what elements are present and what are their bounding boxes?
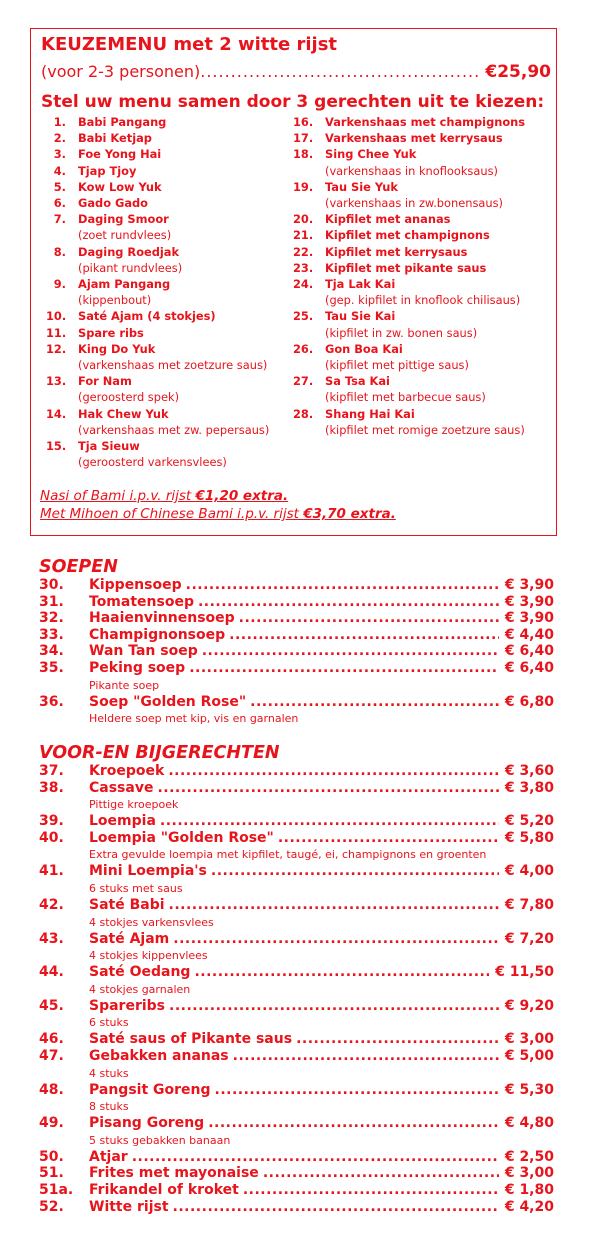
extra-mihoen-price: €3,70 extra. bbox=[303, 506, 396, 522]
dot-leader bbox=[208, 1115, 499, 1132]
item-name: Kipfilet met kerrysaus bbox=[325, 244, 468, 259]
item-name: Tomatensoep bbox=[89, 593, 194, 610]
item-name: Saté Oedang bbox=[89, 964, 191, 981]
item-number: 42. bbox=[39, 896, 64, 913]
dot-leader bbox=[189, 660, 499, 677]
menu-item-row bbox=[39, 1115, 554, 1132]
item-number: 52. bbox=[39, 1198, 64, 1215]
menu-item-row bbox=[39, 998, 554, 1015]
menu-choice-item bbox=[46, 244, 301, 276]
menu-choice-item bbox=[46, 211, 301, 243]
item-price: € 4,40 bbox=[504, 626, 554, 643]
item-number: 47. bbox=[39, 1047, 64, 1064]
item-price: € 6,40 bbox=[504, 659, 554, 676]
item-number: 51. bbox=[39, 1165, 64, 1182]
dot-leader bbox=[278, 830, 499, 847]
item-number: 38. bbox=[39, 779, 64, 796]
voor-list bbox=[39, 763, 554, 1215]
menu-item-row bbox=[39, 763, 554, 780]
dot-leader bbox=[250, 694, 499, 711]
dot-leader bbox=[233, 1048, 499, 1065]
dot-leader bbox=[263, 1165, 499, 1182]
menu-choice-item bbox=[293, 114, 558, 130]
voor-title: VOOR-EN BIJGERECHTEN bbox=[39, 743, 280, 763]
item-description: (gep. kipfilet in knoflook chilisaus) bbox=[325, 293, 521, 308]
menu-item-row bbox=[39, 830, 554, 847]
item-number: 43. bbox=[39, 930, 64, 947]
item-price: € 6,40 bbox=[504, 643, 554, 660]
item-name: Tja Lak Kai bbox=[325, 277, 396, 292]
menu-choice-row bbox=[293, 308, 558, 324]
item-price: € 2,50 bbox=[504, 1148, 554, 1165]
menu-choice-row bbox=[293, 341, 558, 357]
menu-item-row bbox=[39, 897, 554, 914]
menu-choice-row bbox=[46, 341, 301, 357]
item-description: (geroosterd varkensvlees) bbox=[78, 455, 227, 470]
item-name: Tjap Tjoy bbox=[78, 163, 137, 178]
item-name: For Nam bbox=[78, 374, 132, 389]
item-price: € 4,80 bbox=[504, 1115, 554, 1132]
dot-leader bbox=[194, 964, 489, 981]
menu-item-row bbox=[39, 627, 554, 644]
item-description: (varkenshaas in zw.bonensaus) bbox=[325, 196, 503, 211]
dot-leader bbox=[215, 1082, 499, 1099]
item-description: (varkenshaas in knoflooksaus) bbox=[325, 163, 498, 178]
menu-choice-row bbox=[46, 438, 301, 454]
menu-choice-row bbox=[293, 373, 558, 389]
item-name: Wan Tan soep bbox=[89, 643, 198, 660]
extra-nasi-bami bbox=[40, 488, 288, 504]
keuzemenu-right-column bbox=[293, 114, 558, 438]
item-price: € 7,80 bbox=[504, 896, 554, 913]
menu-item-row bbox=[39, 813, 554, 830]
item-price: € 3,90 bbox=[504, 593, 554, 610]
keuzemenu-heading: Stel uw menu samen door 3 gerechten uit te kiezen: bbox=[41, 92, 545, 112]
item-number: 15. bbox=[46, 439, 67, 454]
item-name: Daging Smoor bbox=[78, 212, 169, 227]
item-name: Champignonsoep bbox=[89, 626, 226, 643]
menu-choice-item bbox=[46, 146, 301, 162]
dot-leader bbox=[157, 780, 498, 797]
item-number: 8. bbox=[53, 244, 66, 259]
item-name: Saté Babi bbox=[89, 896, 165, 913]
item-number: 19. bbox=[293, 179, 314, 194]
item-name: Babi Ketjap bbox=[78, 131, 152, 146]
menu-choice-row bbox=[293, 146, 558, 162]
item-name: Sing Chee Yuk bbox=[325, 147, 417, 162]
item-number: 6. bbox=[53, 196, 66, 211]
item-description: Pikante soep bbox=[89, 678, 160, 692]
menu-choice-row bbox=[46, 163, 301, 179]
item-price: € 3,80 bbox=[504, 779, 554, 796]
item-number: 18. bbox=[293, 147, 314, 162]
dot-leader bbox=[173, 1199, 499, 1216]
menu-choice-item bbox=[46, 276, 301, 308]
extra-mihoen-text: Met Mihoen of Chinese Bami i.p.v. rijst bbox=[40, 506, 304, 522]
menu-item-row bbox=[39, 694, 554, 711]
item-description: (kipfilet in zw. bonen saus) bbox=[325, 325, 478, 340]
item-price: € 11,50 bbox=[495, 964, 554, 981]
item-description: (kipfilet met pittige saus) bbox=[325, 358, 469, 373]
item-number: 21. bbox=[293, 228, 314, 243]
item-number: 27. bbox=[293, 374, 314, 389]
keuzemenu-left-column bbox=[46, 114, 301, 470]
dot-leader bbox=[160, 813, 499, 830]
menu-item-row bbox=[39, 964, 554, 981]
item-number: 2. bbox=[53, 131, 66, 146]
menu-choice-row bbox=[293, 406, 558, 422]
menu-choice-row bbox=[46, 276, 301, 292]
menu-choice-item bbox=[46, 325, 301, 341]
dot-leader bbox=[202, 643, 499, 660]
item-price: € 5,00 bbox=[504, 1047, 554, 1064]
item-description: (varkenshaas met zoetzure saus) bbox=[78, 358, 268, 373]
item-description: 4 stokjes kippenvlees bbox=[89, 949, 208, 963]
item-name: Babi Pangang bbox=[78, 115, 167, 129]
dot-leader bbox=[186, 577, 499, 594]
menu-choice-item bbox=[46, 406, 301, 438]
item-price: € 7,20 bbox=[504, 930, 554, 947]
menu-choice-item bbox=[293, 308, 558, 340]
item-name: Tau Sie Yuk bbox=[325, 179, 398, 194]
item-name: Kipfilet met ananas bbox=[325, 212, 451, 227]
item-number: 7. bbox=[53, 212, 66, 227]
dot-leader bbox=[169, 897, 499, 914]
item-price: € 3,00 bbox=[504, 1031, 554, 1048]
item-price: € 3,90 bbox=[504, 610, 554, 627]
item-description: Heldere soep met kip, vis en garnalen bbox=[89, 712, 299, 726]
menu-choice-row bbox=[46, 308, 301, 324]
menu-item-row bbox=[39, 1165, 554, 1182]
menu-choice-row bbox=[46, 195, 301, 211]
menu-choice-row bbox=[46, 211, 301, 227]
menu-item-row bbox=[39, 660, 554, 677]
item-number: 36. bbox=[39, 693, 64, 710]
menu-choice-item bbox=[46, 341, 301, 373]
item-name: Saté Ajam bbox=[89, 930, 170, 947]
item-name: Saté saus of Pikante saus bbox=[89, 1031, 293, 1048]
item-description: (kipfilet met romige zoetzure saus) bbox=[325, 422, 525, 437]
item-name: Varkenshaas met champignons bbox=[325, 115, 526, 129]
item-name: Loempia "Golden Rose" bbox=[89, 829, 274, 846]
menu-choice-item bbox=[293, 373, 558, 405]
item-number: 34. bbox=[39, 643, 64, 660]
dot-leader bbox=[243, 1182, 499, 1199]
item-number: 40. bbox=[39, 829, 64, 846]
item-price: € 4,00 bbox=[504, 863, 554, 880]
extra-mihoen bbox=[40, 506, 396, 522]
extra-nasi-text: Nasi of Bami i.p.v. rijst bbox=[40, 488, 196, 504]
item-number: 31. bbox=[39, 593, 64, 610]
menu-choice-item bbox=[293, 276, 558, 308]
item-name: Foe Yong Hai bbox=[78, 147, 162, 162]
item-description: (zoet rundvlees) bbox=[78, 228, 172, 243]
menu-choice-item bbox=[293, 146, 558, 178]
item-name: Peking soep bbox=[89, 659, 186, 676]
dot-leader bbox=[168, 763, 499, 780]
item-number: 50. bbox=[39, 1148, 64, 1165]
menu-choice-row bbox=[293, 114, 558, 130]
item-name: King Do Yuk bbox=[78, 341, 156, 356]
menu-choice-row bbox=[46, 179, 301, 195]
menu-item-row bbox=[39, 643, 554, 660]
menu-choice-row bbox=[293, 276, 558, 292]
menu-item-row bbox=[39, 577, 554, 594]
item-description: 4 stuks bbox=[89, 1066, 129, 1080]
menu-choice-row bbox=[46, 373, 301, 389]
item-number: 26. bbox=[293, 341, 314, 356]
item-name: Shang Hai Kai bbox=[325, 406, 415, 421]
menu-item-row bbox=[39, 1082, 554, 1099]
dot-leader bbox=[229, 627, 499, 644]
item-number: 30. bbox=[39, 577, 64, 593]
menu-item-row bbox=[39, 1031, 554, 1048]
item-price: € 5,30 bbox=[504, 1081, 554, 1098]
item-name: Hak Chew Yuk bbox=[78, 406, 169, 421]
menu-choice-row bbox=[293, 211, 558, 227]
menu-choice-row bbox=[46, 114, 301, 130]
item-description: Extra gevulde loempia met kipfilet, taugé, ei, champignons en groenten bbox=[89, 848, 487, 862]
item-number: 45. bbox=[39, 997, 64, 1014]
menu-choice-row bbox=[46, 325, 301, 341]
item-name: Witte rijst bbox=[89, 1198, 169, 1215]
menu-choice-item bbox=[46, 163, 301, 179]
item-price: € 3,60 bbox=[504, 763, 554, 779]
soepen-list bbox=[39, 577, 554, 727]
menu-choice-item bbox=[46, 179, 301, 195]
soepen-section bbox=[39, 557, 554, 727]
menu-choice-row bbox=[46, 406, 301, 422]
menu-item-row bbox=[39, 610, 554, 627]
menu-item-row bbox=[39, 1048, 554, 1065]
item-name: Kow Low Yuk bbox=[78, 179, 162, 194]
item-number: 5. bbox=[53, 179, 66, 194]
item-description: 8 stuks bbox=[89, 1100, 129, 1114]
item-number: 11. bbox=[46, 325, 67, 340]
item-description: Pittige kroepoek bbox=[89, 798, 179, 812]
menu-item-row bbox=[39, 1149, 554, 1166]
item-description: (kipfilet met barbecue saus) bbox=[325, 390, 486, 405]
item-description: (kippenbout) bbox=[78, 293, 152, 308]
item-description: 4 stokjes garnalen bbox=[89, 982, 191, 996]
item-description: (varkenshaas met zw. pepersaus) bbox=[78, 422, 270, 437]
item-number: 1. bbox=[53, 115, 66, 129]
menu-choice-item bbox=[293, 260, 558, 276]
menu-choice-item bbox=[293, 211, 558, 227]
dot-leader bbox=[296, 1031, 499, 1048]
keuzemenu-subtitle: (voor 2-3 personen) bbox=[41, 62, 201, 81]
dot-leader bbox=[169, 998, 499, 1015]
item-name: Tau Sie Kai bbox=[325, 309, 396, 324]
item-name: Varkenshaas met kerrysaus bbox=[325, 131, 503, 146]
menu-choice-item bbox=[293, 227, 558, 243]
dot-leader bbox=[211, 863, 499, 880]
item-number: 32. bbox=[39, 610, 64, 627]
item-name: Sa Tsa Kai bbox=[325, 374, 390, 389]
item-price: € 5,80 bbox=[504, 829, 554, 846]
item-name: Haaienvinnensoep bbox=[89, 610, 235, 627]
item-number: 3. bbox=[53, 147, 66, 162]
item-number: 25. bbox=[293, 309, 314, 324]
item-name: Frikandel of kroket bbox=[89, 1181, 239, 1198]
item-name: Cassave bbox=[89, 779, 154, 796]
dot-leader bbox=[200, 62, 479, 82]
item-number: 4. bbox=[53, 163, 66, 178]
menu-item-row bbox=[39, 780, 554, 797]
menu-choice-row bbox=[46, 130, 301, 146]
item-name: Loempia bbox=[89, 813, 156, 830]
menu-item-row bbox=[39, 1182, 554, 1199]
menu-item-row bbox=[39, 1199, 554, 1216]
menu-choice-item bbox=[46, 114, 301, 130]
keuzemenu-price: €25,90 bbox=[485, 62, 551, 82]
menu-choice-item bbox=[293, 244, 558, 260]
menu-choice-item bbox=[46, 308, 301, 324]
item-number: 46. bbox=[39, 1031, 64, 1048]
item-number: 33. bbox=[39, 626, 64, 643]
item-name: Kipfilet met champignons bbox=[325, 228, 490, 243]
item-name: Atjar bbox=[89, 1148, 128, 1165]
item-name: Gon Boa Kai bbox=[325, 341, 403, 356]
item-name: Saté Ajam (4 stokjes) bbox=[78, 309, 216, 324]
item-description: 4 stokjes varkensvlees bbox=[89, 915, 214, 929]
item-number: 35. bbox=[39, 659, 64, 676]
item-name: Pisang Goreng bbox=[89, 1115, 205, 1132]
item-number: 13. bbox=[46, 374, 67, 389]
item-description: 6 stuks met saus bbox=[89, 881, 183, 895]
voor-section bbox=[39, 743, 554, 1215]
dot-leader bbox=[239, 610, 499, 627]
item-price: € 3,00 bbox=[504, 1165, 554, 1182]
item-name: Spareribs bbox=[89, 997, 166, 1014]
item-name: Pangsit Goreng bbox=[89, 1081, 211, 1098]
item-price: € 6,80 bbox=[504, 693, 554, 710]
item-number: 14. bbox=[46, 406, 67, 421]
item-name: Mini Loempia's bbox=[89, 863, 207, 880]
item-number: 41. bbox=[39, 863, 64, 880]
item-description: (geroosterd spek) bbox=[78, 390, 180, 405]
item-price: € 4,20 bbox=[504, 1198, 554, 1215]
item-number: 20. bbox=[293, 212, 314, 227]
menu-choice-item bbox=[46, 373, 301, 405]
item-number: 17. bbox=[293, 131, 314, 146]
item-name: Tja Sieuw bbox=[78, 439, 140, 454]
keuzemenu-title: KEUZEMENU met 2 witte rijst bbox=[41, 34, 338, 55]
item-number: 9. bbox=[53, 277, 66, 292]
item-number: 51a. bbox=[39, 1181, 74, 1198]
menu-choice-row bbox=[293, 244, 558, 260]
menu-choice-item bbox=[46, 195, 301, 211]
keuzemenu-box bbox=[30, 28, 557, 536]
item-description: 6 stuks bbox=[89, 1016, 129, 1030]
item-name: Gebakken ananas bbox=[89, 1047, 229, 1064]
menu-choice-row bbox=[46, 244, 301, 260]
dot-leader bbox=[132, 1149, 499, 1166]
item-number: 44. bbox=[39, 964, 64, 981]
item-name: Kroepoek bbox=[89, 763, 165, 779]
item-price: € 3,90 bbox=[504, 577, 554, 593]
menu-choice-item bbox=[46, 130, 301, 146]
menu-choice-row bbox=[293, 260, 558, 276]
menu-choice-item bbox=[293, 130, 558, 146]
item-number: 12. bbox=[46, 341, 67, 356]
soepen-title: SOEPEN bbox=[39, 557, 118, 577]
item-number: 28. bbox=[293, 406, 314, 421]
menu-choice-item bbox=[46, 438, 301, 470]
menu-choice-item bbox=[293, 406, 558, 438]
keuzemenu-subtitle-row bbox=[41, 62, 551, 82]
item-name: Soep "Golden Rose" bbox=[89, 693, 247, 710]
item-number: 22. bbox=[293, 244, 314, 259]
item-number: 16. bbox=[293, 115, 314, 129]
item-number: 39. bbox=[39, 813, 64, 830]
item-name: Kippensoep bbox=[89, 577, 182, 593]
item-name: Frites met mayonaise bbox=[89, 1165, 259, 1182]
item-price: € 9,20 bbox=[504, 997, 554, 1014]
item-name: Ajam Pangang bbox=[78, 277, 171, 292]
menu-choice-row bbox=[46, 146, 301, 162]
menu-choice-item bbox=[293, 341, 558, 373]
dot-leader bbox=[198, 594, 499, 611]
item-name: Kipfilet met pikante saus bbox=[325, 260, 487, 275]
menu-item-row bbox=[39, 863, 554, 880]
item-price: € 1,80 bbox=[504, 1181, 554, 1198]
menu-item-row bbox=[39, 931, 554, 948]
dot-leader bbox=[173, 931, 499, 948]
item-number: 24. bbox=[293, 277, 314, 292]
item-description: (pikant rundvlees) bbox=[78, 260, 183, 275]
item-number: 48. bbox=[39, 1081, 64, 1098]
item-number: 37. bbox=[39, 763, 64, 779]
item-name: Gado Gado bbox=[78, 196, 148, 211]
menu-choice-item bbox=[293, 179, 558, 211]
menu-choice-row bbox=[293, 227, 558, 243]
menu-choice-row bbox=[293, 179, 558, 195]
item-name: Daging Roedjak bbox=[78, 244, 180, 259]
item-price: € 5,20 bbox=[504, 813, 554, 830]
extra-nasi-price: €1,20 extra. bbox=[195, 488, 289, 504]
menu-item-row bbox=[39, 594, 554, 611]
item-number: 23. bbox=[293, 260, 314, 275]
item-number: 49. bbox=[39, 1115, 64, 1132]
item-number: 10. bbox=[46, 309, 67, 324]
item-name: Spare ribs bbox=[78, 325, 144, 340]
menu-choice-row bbox=[293, 130, 558, 146]
item-description: 5 stuks gebakken banaan bbox=[89, 1133, 231, 1147]
